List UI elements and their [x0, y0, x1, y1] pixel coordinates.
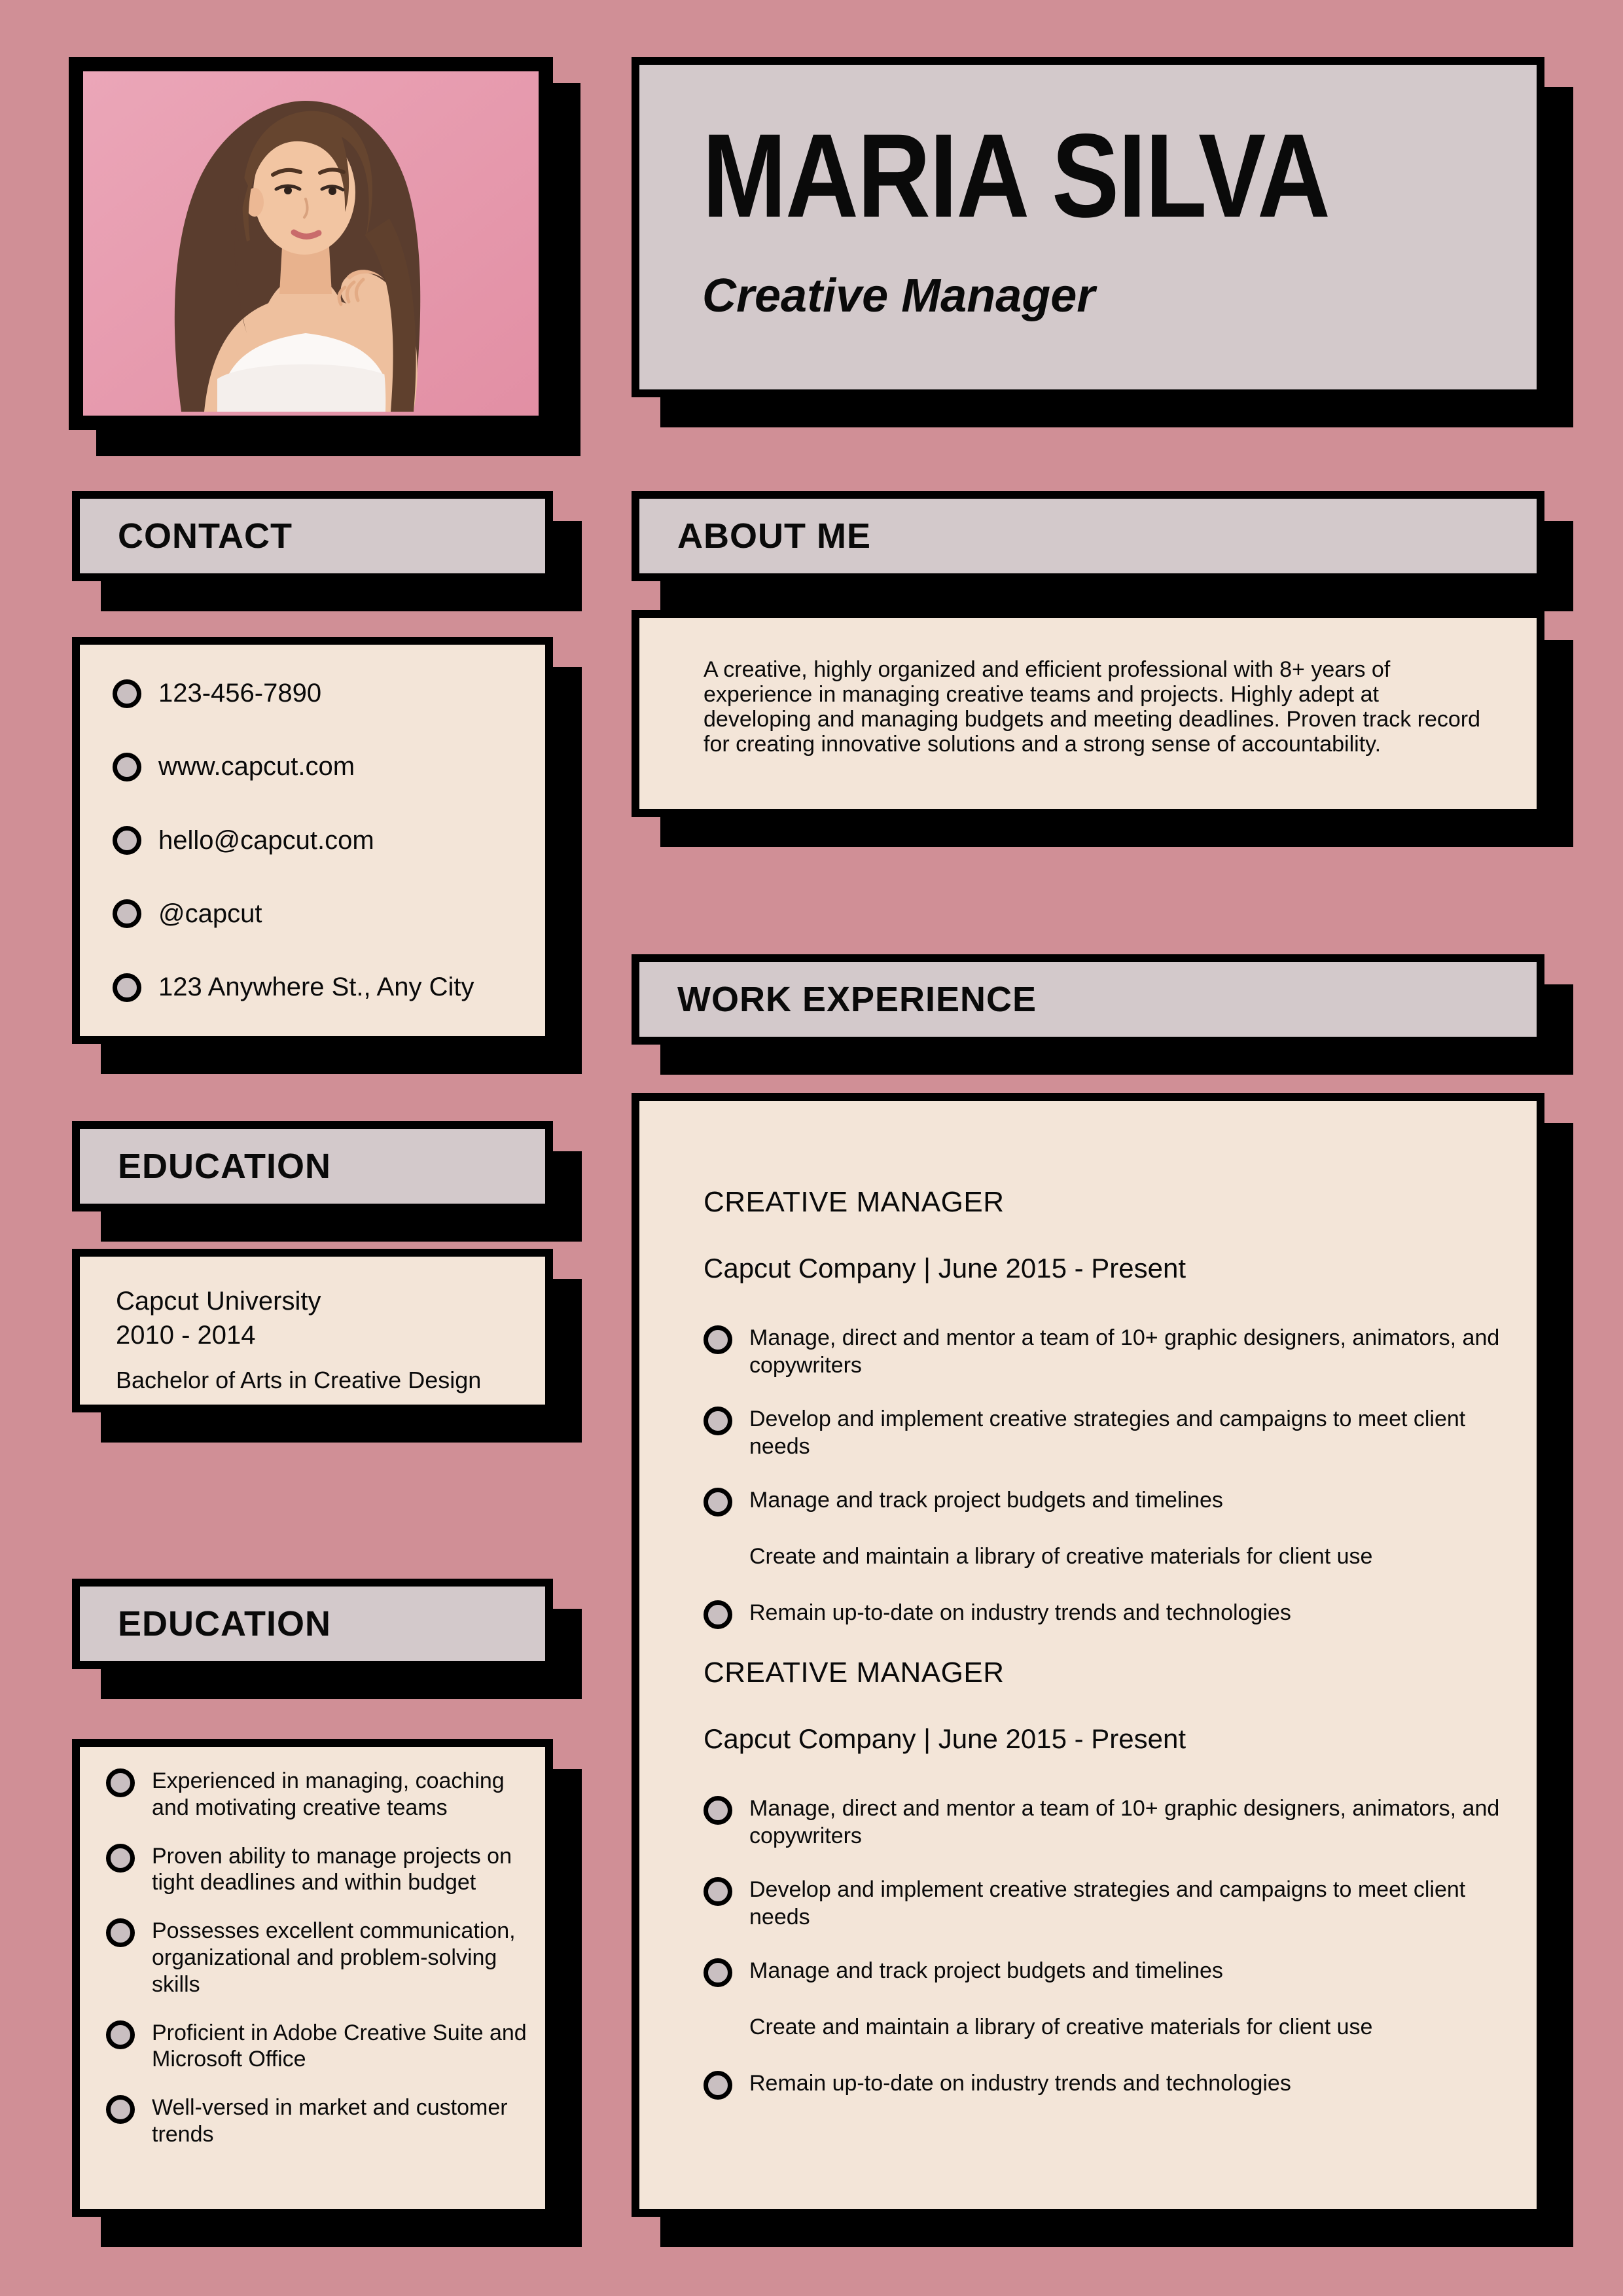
contact-panel — [72, 637, 553, 1044]
job-role: CREATIVE MANAGER — [704, 1186, 1005, 1218]
circle-bullet-icon — [106, 1768, 135, 1797]
skills-panel — [72, 1739, 553, 2217]
name-subtitle: Creative Manager — [702, 270, 1096, 322]
duty-item — [704, 1405, 1515, 1460]
work-section-header — [632, 954, 1544, 1045]
contact-section-header — [72, 491, 553, 581]
duty-text: Manage and track project budgets and timelines — [749, 1958, 1223, 1983]
skill-text: Experienced in managing, coaching and motivating creative teams — [152, 1768, 505, 1820]
contact-item-email — [113, 826, 519, 855]
education-degree: Bachelor of Arts in Creative Design — [116, 1367, 482, 1393]
skill-item — [106, 1918, 536, 1998]
circle-bullet-icon — [113, 899, 141, 928]
job-role: CREATIVE MANAGER — [704, 1657, 1005, 1689]
street-address: 123 Anywhere St., Any City — [158, 973, 474, 1001]
circle-bullet-icon — [704, 1325, 732, 1354]
work-title: WORK EXPERIENCE — [677, 980, 1037, 1019]
skills-section-title: EDUCATION — [118, 1604, 331, 1643]
job-duties — [704, 1324, 1517, 1629]
skill-item — [106, 2094, 536, 2148]
work-entry — [704, 1655, 1517, 2100]
skill-text: Possesses excellent communication, organizational and problem-solving skills — [152, 1918, 516, 1997]
name-title: MARIA SILVA — [702, 109, 1330, 242]
duty-item-no-bullet — [704, 2013, 1515, 2043]
circle-bullet-icon — [704, 1407, 732, 1435]
contact-item-social — [113, 899, 519, 929]
about-text: A creative, highly organized and efficient professional with 8+ years of experience in managing creative teams and projects. Highly adept at developing and managing budgets and meeting deadlines. Proven track record for creating innovative solutions and a strong sense of accountability. — [704, 657, 1481, 757]
portrait-photo — [83, 71, 539, 416]
duty-item — [704, 2070, 1515, 2100]
education-section-header — [72, 1121, 553, 1211]
duty-text: Manage, direct and mentor a team of 10+ graphic designers, animators, and copywriters — [749, 1796, 1500, 1848]
circle-bullet-icon — [106, 2020, 135, 2049]
contact-title: CONTACT — [118, 516, 293, 556]
name-panel — [632, 57, 1544, 397]
circle-bullet-icon — [704, 2071, 732, 2100]
circle-bullet-icon — [704, 1877, 732, 1906]
skill-text: Well-versed in market and customer trends — [152, 2095, 508, 2147]
duty-text: Remain up-to-date on industry trends and technologies — [749, 2071, 1291, 2096]
duty-item — [704, 1486, 1515, 1516]
skill-item — [106, 2020, 536, 2073]
photo-frame — [69, 57, 553, 430]
duty-text: Manage and track project budgets and timelines — [749, 1488, 1223, 1513]
contact-item-address — [113, 973, 519, 1002]
circle-bullet-icon — [113, 973, 141, 1002]
duty-text: Remain up-to-date on industry trends and technologies — [749, 1600, 1291, 1625]
job-company-dates: Capcut Company | June 2015 - Present — [704, 1253, 1186, 1283]
skill-item — [106, 1843, 536, 1897]
education-panel — [72, 1249, 553, 1412]
duty-item-no-bullet — [704, 1543, 1515, 1573]
circle-bullet-icon — [704, 1796, 732, 1825]
skill-item — [106, 1768, 536, 1821]
work-panel — [632, 1093, 1544, 2217]
email-address: hello@capcut.com — [158, 825, 374, 855]
circle-bullet-icon — [704, 1600, 732, 1629]
circle-bullet-icon — [113, 826, 141, 855]
circle-bullet-icon — [113, 679, 141, 708]
circle-bullet-icon — [704, 1958, 732, 1987]
education-years: 2010 - 2014 — [116, 1321, 256, 1350]
skill-text: Proficient in Adobe Creative Suite and Microsoft Office — [152, 2020, 527, 2072]
contact-item-phone — [113, 679, 519, 708]
job-company-dates: Capcut Company | June 2015 - Present — [704, 1723, 1186, 1754]
social-handle: @capcut — [158, 899, 262, 928]
about-title: ABOUT ME — [677, 516, 871, 556]
duty-text: Create and maintain a library of creative materials for client use — [749, 1544, 1373, 1569]
circle-bullet-icon — [704, 1488, 732, 1516]
circle-bullet-icon — [106, 1844, 135, 1873]
about-panel — [632, 610, 1544, 817]
duty-item — [704, 1957, 1515, 1987]
circle-bullet-icon — [106, 1918, 135, 1947]
work-entry — [704, 1185, 1517, 1629]
circle-bullet-icon — [106, 2095, 135, 2124]
job-duties — [704, 1795, 1517, 2100]
duty-item — [704, 1795, 1515, 1850]
duty-item — [704, 1599, 1515, 1629]
phone-number: 123-456-7890 — [158, 679, 322, 708]
contact-item-website — [113, 752, 519, 781]
duty-text: Create and maintain a library of creative materials for client use — [749, 2015, 1373, 2039]
circle-bullet-icon — [113, 753, 141, 781]
duty-item — [704, 1876, 1515, 1931]
skill-text: Proven ability to manage projects on tight deadlines and within budget — [152, 1843, 512, 1895]
duty-text: Manage, direct and mentor a team of 10+ graphic designers, animators, and copywriters — [749, 1325, 1500, 1378]
duty-text: Develop and implement creative strategies and campaigns to meet client needs — [749, 1877, 1466, 1929]
education-school: Capcut University — [116, 1287, 321, 1316]
website-url: www.capcut.com — [158, 752, 355, 781]
duty-text: Develop and implement creative strategies and campaigns to meet client needs — [749, 1407, 1466, 1459]
duty-item — [704, 1324, 1515, 1379]
about-section-header — [632, 491, 1544, 581]
skills-section-header — [72, 1579, 553, 1669]
education-title: EDUCATION — [118, 1147, 331, 1186]
